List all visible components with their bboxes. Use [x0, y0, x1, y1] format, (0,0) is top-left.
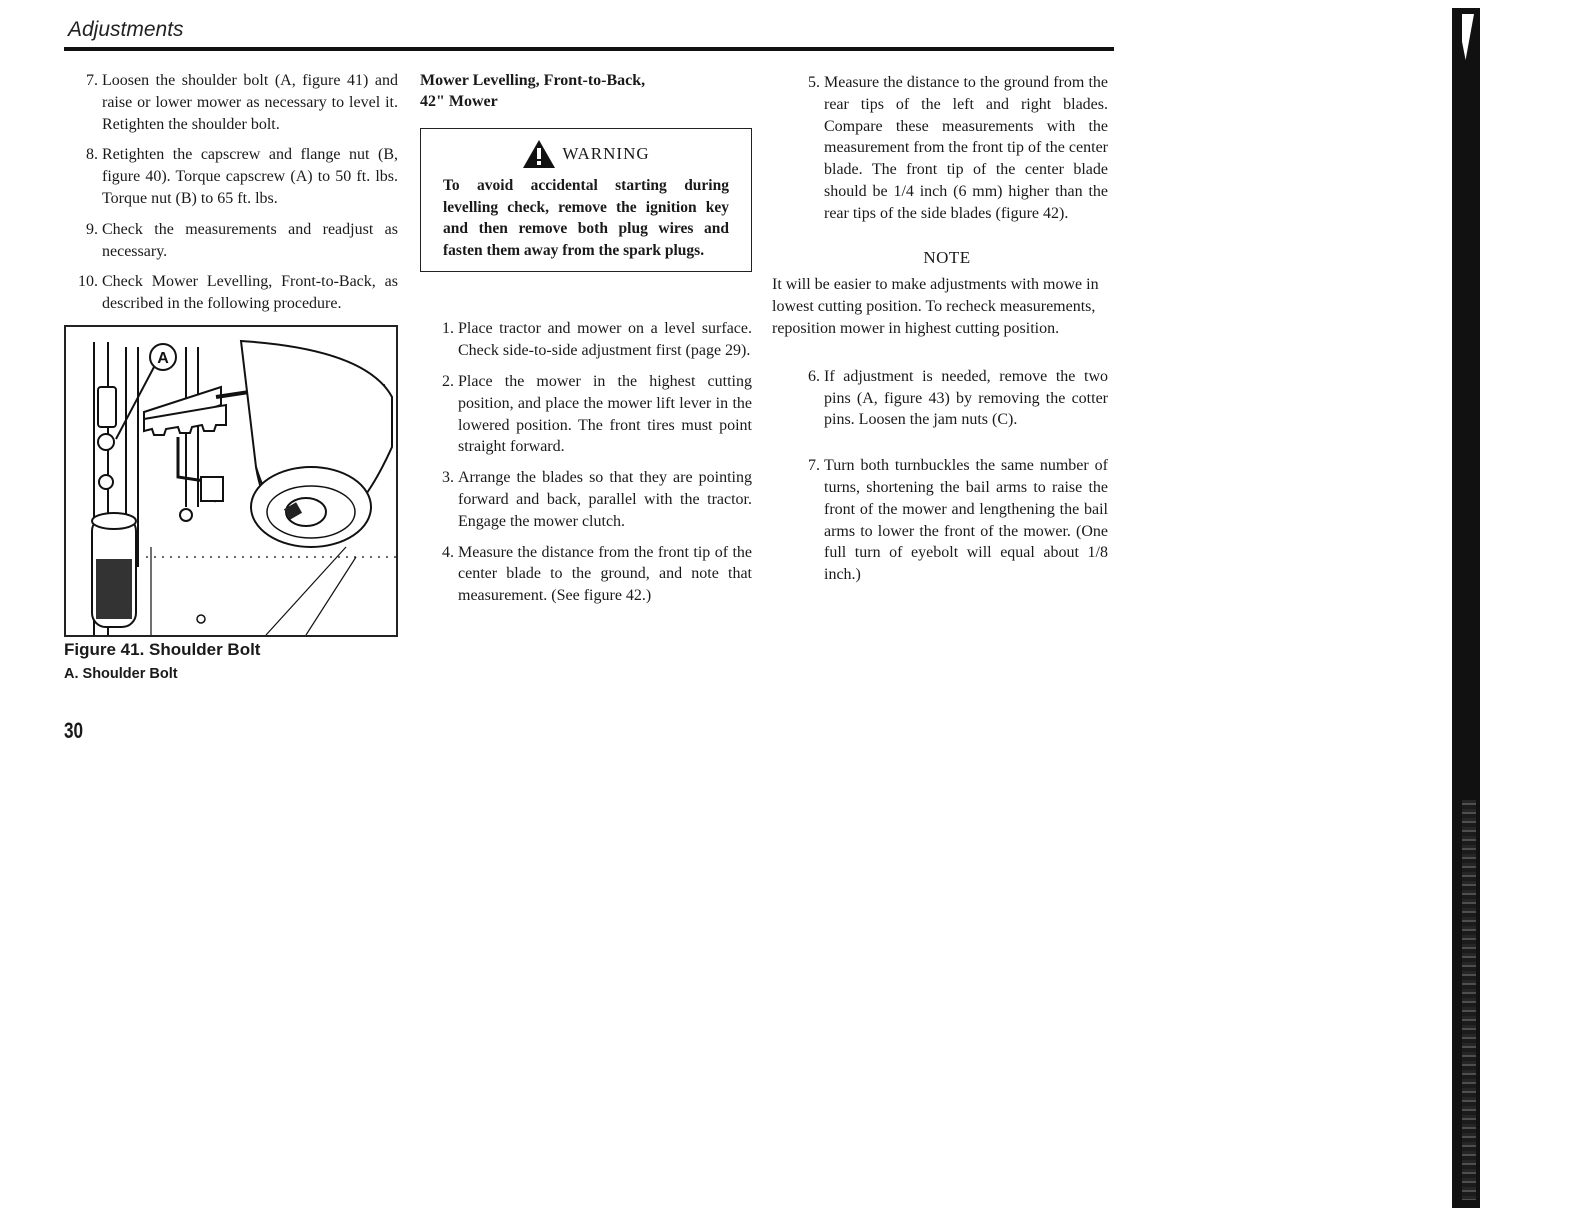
middle-column — [420, 70, 752, 616]
step-text: Check Mower Levelling, Front-to-Back, as described in the following procedure. — [102, 273, 398, 313]
list-item — [420, 467, 752, 532]
step-text: Arrange the blades so that they are pointing forward and back, parallel with the tractor. Engage the mower clutch. — [458, 469, 752, 530]
section-heading — [420, 70, 752, 112]
step-text: Turn both turnbuckles the same number of turns, shortening the bail arms to raise the front of the mower and lengthening the bail arms to lower the front of the mower. (One full turn of eyebolt will equal about 1/8 inch.) — [824, 457, 1108, 584]
step-number: 8. — [86, 146, 98, 164]
step-text: Loosen the shoulder bolt (A, figure 41) and raise or lower mower as necessary to level it. Retighten the shoulder bolt. — [102, 72, 398, 133]
step-number: 3. — [442, 469, 454, 487]
list-item — [64, 271, 398, 315]
step-text: If adjustment is needed, remove the two pins (A, figure 43) by removing the cotter pins. Loosen the jam nuts (C). — [824, 367, 1108, 429]
list-item — [64, 144, 398, 209]
step-text: Check the measurements and readjust as necessary. — [102, 220, 398, 260]
right-steps-list — [786, 72, 1108, 225]
middle-steps-list — [420, 318, 752, 607]
figure-41-illustration — [64, 325, 398, 637]
step-number: 7. — [86, 72, 98, 89]
figure-legend: A. Shoulder Bolt — [64, 666, 178, 682]
left-steps-list — [64, 70, 398, 315]
step-number: 5. — [808, 74, 820, 91]
step-number: 1. — [442, 320, 454, 338]
step-number: 4. — [442, 543, 454, 561]
section-header: Adjustments — [68, 18, 184, 41]
list-item — [64, 70, 398, 135]
figure-caption: Figure 41. Shoulder Bolt — [64, 640, 261, 659]
heading-line-2: 42" Mower — [420, 93, 498, 110]
shoulder-bolt-drawing — [66, 327, 396, 635]
list-item — [786, 72, 1108, 225]
step-number: 9. — [86, 220, 98, 238]
callout-label: A — [157, 350, 169, 367]
left-column — [64, 70, 398, 324]
header-rule — [64, 47, 1114, 51]
warning-title — [443, 139, 729, 169]
list-item — [64, 219, 398, 263]
step-text: Place the mower in the highest cutting position, and place the mower lift lever in the lowered position. The front tires must point straight forward. — [458, 372, 752, 456]
step-text: Retighten the capscrew and flange nut (B, figure 40). Torque capscrew (A) to 50 ft. lbs. Torque nut (B) to 65 ft. lbs. — [102, 146, 398, 207]
step-number: 2. — [442, 372, 454, 390]
right-column — [772, 72, 1108, 595]
step-text: Measure the distance to the ground from the rear tips of the left and right blades. Compare these measurements with the measurement from the front tip of the center blade. The front tip of the center blade should be 1/4 inch (6 mm) higher than the rear tips of the side blades (figure 42). — [824, 74, 1108, 222]
list-item — [786, 366, 1108, 431]
note-text: It will be easier to make adjustments with mowe in lowest cutting position. To recheck measurements, reposition mower in highest cutting position. — [772, 276, 1099, 337]
note-heading: NOTE — [923, 247, 971, 267]
warning-label: WARNING — [562, 144, 650, 164]
step-text: Measure the distance from the front tip of the center blade to the ground, and note that measurement. (See figure 42.) — [458, 543, 752, 605]
step-number: 10. — [78, 273, 98, 291]
list-item — [420, 371, 752, 458]
page-number: 30 — [64, 718, 84, 743]
warning-text: To avoid accidental starting during levelling check, remove the ignition key and then remove both plug wires and fasten them away from the spark plugs. — [443, 177, 729, 259]
right-steps-list-2 — [786, 366, 1108, 586]
list-item — [420, 542, 752, 607]
warning-box — [420, 128, 752, 272]
spine-scan-noise — [1462, 800, 1476, 1200]
step-text: Place tractor and mower on a level surface. Check side-to-side adjustment first (page 29). — [458, 320, 752, 360]
list-item — [420, 318, 752, 362]
list-item — [786, 455, 1108, 586]
heading-line-1: Mower Levelling, Front-to-Back, — [420, 72, 646, 89]
warning-triangle-icon — [522, 139, 556, 169]
step-number: 7. — [808, 457, 820, 475]
step-number: 6. — [808, 367, 820, 385]
